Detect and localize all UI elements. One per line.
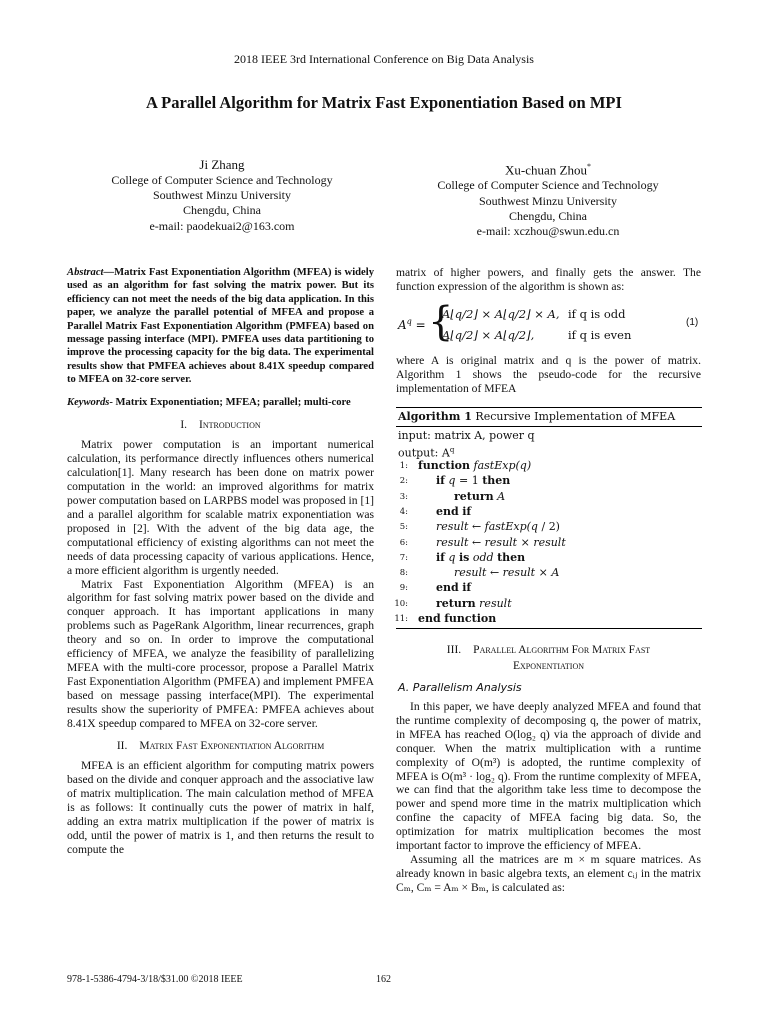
author-city: Chengdu, China: [183, 203, 261, 218]
section-title-line2: Exponentiation: [512, 660, 585, 672]
algo-line-text: end if: [436, 504, 472, 518]
algo-line-number: 1:: [399, 461, 408, 471]
algo-line-text: return A: [454, 489, 506, 503]
section-heading-3: [396, 642, 701, 674]
section-number: II.: [116, 739, 128, 752]
section-number: III.: [446, 644, 462, 656]
equation-case-2: A⌊q/2⌋ × A⌊q/2⌋,: [442, 328, 535, 342]
corresponding-mark: *: [586, 162, 591, 171]
author-name: Xu-chuan Zhou: [505, 162, 587, 178]
equation-case-1: A⌊q/2⌋ × A⌊q/2⌋ × A,: [442, 307, 560, 321]
abstract-text: —Matrix Fast Exponentiation Algorithm (MFEA) is widely used as an algorithm for fast solving the matrix power. But its efficiency can not meet the needs of the big data application. In this paper, we analyze the parallel potential of MFEA and propose a Parallel Matrix Fast Exponentiation Algorithm (PMFEA) based on message passing interface (MPI). PMFEA uses data partitioning to improve the processing capacity for the big data. The experimental results show that PMFEA achieves about 8.41X speedup compared to MFEA on 32-core server.: [67, 267, 374, 386]
equation-condition-1: if q is odd: [568, 307, 626, 321]
paragraph: MFEA is an efficient algorithm for computing matrix powers based on the divide and conquer approach and the associative law of matrix multiplication. The main calculation method of MFEA is as follows: It continually cuts the power of matrix in half, adding an extra matrix multiplication if the power of matrix is odd, until the power of matrix is 1, and then returns the result to compute the: [67, 759, 374, 856]
paragraph: Matrix power computation is an important numerical calculation, its performance directly influences others numerical calculation[1]. Many research has been done on matrix power computation in the world: an improved algorithms for matrix power computation based on LARPBS model was proposed in [1] and a parallel algorithm for scalable matrix exponentiation was proposed in [2]. With the advent of the big data age, the computational efficiency of existing algorithms can not meet the needs of data processing capacity of various applications. Hence, a more efficient algorithm is urgently needed.: [67, 438, 374, 577]
algo-rule-top: [396, 407, 702, 408]
section-heading-1: [67, 419, 374, 433]
keywords-lead: Keywords: [67, 396, 110, 408]
algo-line-number: 5:: [399, 522, 408, 533]
algo-line-text: if q is odd then: [436, 550, 526, 564]
equation-lhs: $A^q$ =: [398, 317, 426, 332]
right-column-top: [396, 266, 701, 294]
algo-input: input: matrix A, power q: [398, 429, 535, 442]
right-column-bottom: [396, 700, 701, 895]
algo-line-text: end if: [436, 581, 472, 595]
right-column-mid: [396, 354, 701, 396]
section-number: I.: [180, 418, 188, 431]
algo-line-text: return result: [436, 596, 512, 610]
page-number: 162: [376, 974, 391, 985]
brace-symbol: {: [428, 299, 454, 345]
section-title-line1: Parallel Algorithm For Matrix Fast: [473, 644, 651, 656]
paragraph: Matrix Fast Exponentiation Algorithm (MFEA) is an algorithm for fast solving matrix power based on the divide and conquer approach. It has important applications in many problems such as PageRank Algorithm, linear recurrences, graph theory and so on. In order to improve the computational efficiency of MFEA, we analyze the feasibility of parallelizing MFEA with the multi-core processor, propose a Parallel Matrix Fast Exponentiation Algorithm (PMFEA) and implement PMFEA based on message passing interface(MPI). The experimental results show the superiority of PMFEA: PMFEA achieves about 8.41X speedup compared to MFEA on 32-core server.: [67, 577, 374, 730]
algo-line-number: 11:: [394, 614, 408, 624]
paragraph: In this paper, we have deeply analyzed MFEA and found that the runtime complexity of decomposing q, the power of matrix, in MFEA has reached O(log₂ q) via the approach of divide and conquer. When the matrix multiplication with a runtime complexity of O(m³) is adopted, the runtime complexity of MFEA is O(m³ · log₂ q). From the runtime complexity of MFEA, we can find that the algorithm take less time to decompose the power and spend more time in the matrix multiplication which confine the capacity of MFEA facing big data. So, the optimization for matrix multiplication becomes the most important factor to improve the efficiency of MFEA.: [396, 700, 701, 853]
algo-line-number: 2:: [399, 476, 408, 487]
author-block-2: [398, 158, 698, 239]
subsection-heading: A. Parallelism Analysis: [398, 681, 522, 694]
author-affiliation: College of Computer Science and Technology: [111, 173, 333, 187]
algo-line-text: result ← result × A: [454, 566, 560, 580]
paragraph: where A is original matrix and q is the power of matrix. Algorithm 1 shows the pseudo-code for the recursive implementation of MFEA: [396, 354, 701, 395]
author-affiliation: College of Computer Science and Technology: [437, 178, 659, 193]
algo-line-number: 8:: [399, 568, 408, 579]
algo-line-number: 4:: [399, 506, 408, 517]
algo-line-text: result ← result × result: [436, 535, 566, 549]
algo-line-text: end function: [418, 612, 497, 625]
algo-line-number: 9:: [399, 583, 408, 594]
section-title: Matrix Fast Exponentiation Algorithm: [139, 739, 325, 752]
author-block-1: [72, 156, 372, 234]
equation-number: (1): [686, 317, 699, 328]
algo-line-text: function fastExp(q): [418, 459, 532, 472]
keywords: [67, 396, 374, 410]
footer-isbn: 978-1-5386-4794-3/18/$31.00 ©2018 IEEE: [67, 974, 243, 985]
algorithm-1: [396, 407, 702, 629]
algo-line-text: if q = 1 then: [436, 474, 511, 488]
algo-rule-mid: [396, 426, 702, 427]
section-heading-2: [67, 740, 374, 754]
algo-line-number: 3:: [399, 491, 408, 502]
algo-line-number: 10:: [394, 598, 408, 609]
algo-caption-text: Recursive Implementation of MFEA: [475, 410, 676, 423]
algo-rule-bottom: [396, 628, 702, 629]
paragraph: Assuming all the matrices are m × m square matrices. As already known in basic algebra texts, an element cᵢⱼ in the matrix Cₘ, Cₘ = Aₘ × Bₘ, is calculated as:: [396, 852, 701, 894]
author-email: e-mail: paodekuai2@163.com: [149, 218, 295, 233]
paragraph: matrix of higher powers, and finally gets the answer. The function expression of the algorithm is shown as:: [396, 266, 701, 293]
keywords-text: - Matrix Exponentiation; MFEA; parallel; multi-core: [109, 396, 351, 408]
equation-condition-2: if q is even: [568, 328, 632, 342]
left-column: [67, 266, 374, 857]
author-name: Ji Zhang: [199, 157, 245, 172]
algo-output: output: $A^q$: [398, 446, 455, 460]
author-city: Chengdu, China: [509, 208, 587, 223]
section-title: Introduction: [199, 418, 261, 431]
algo-line-text: result ← fastExp(q / 2): [436, 520, 560, 534]
abstract-lead: Abstract: [67, 267, 104, 278]
algo-label: Algorithm 1: [398, 410, 472, 423]
algo-line-number: 7:: [399, 552, 408, 563]
author-university: Southwest Minzu University: [153, 188, 291, 203]
algo-caption: [398, 409, 675, 424]
algo-line-number: 6:: [399, 537, 408, 548]
author-email: e-mail: xczhou@swun.edu.cn: [476, 223, 620, 238]
conference-header: 2018 IEEE 3rd International Conference on Big Data Analysis: [234, 52, 534, 66]
author-university: Southwest Minzu University: [479, 193, 617, 208]
paper-title: A Parallel Algorithm for Matrix Fast Exponentiation Based on MPI: [146, 93, 622, 112]
equation-1: [398, 299, 703, 349]
abstract: [67, 266, 374, 387]
